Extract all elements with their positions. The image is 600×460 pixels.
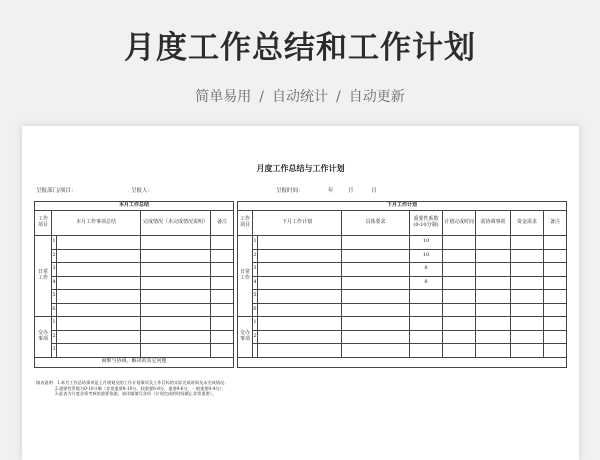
footer-difficulties: 困难与协调，解决的其它问题 — [35, 357, 234, 367]
meta-reporter-label: 呈报人： — [131, 188, 154, 194]
right-plan-cell — [258, 344, 342, 358]
left-row-number: 1 — [52, 236, 57, 250]
left-header-status: 完成情况（未完成情况说明） — [141, 211, 211, 236]
right-importance-cell: 8 — [410, 276, 443, 290]
left-group-daily: 日常 工作 — [35, 236, 52, 317]
right-requirement-cell — [342, 344, 410, 358]
right-deadline-cell — [443, 290, 476, 304]
meta-day: 日 — [371, 188, 377, 194]
right-funding-cell — [511, 330, 544, 344]
left-remark-cell — [211, 249, 234, 263]
left-section-title: 本月工作总结 — [35, 202, 234, 211]
left-item-cell — [57, 330, 141, 344]
right-remark-cell — [544, 330, 567, 344]
section-gap — [234, 249, 238, 263]
meta-month: 月 — [348, 188, 354, 194]
left-status-cell — [141, 263, 211, 277]
subtitle-separator: / — [336, 89, 341, 105]
right-importance-cell — [410, 290, 443, 304]
left-row-number: 2 — [52, 330, 57, 344]
right-header-coordination: 需协调事项 — [476, 211, 511, 236]
right-header-funding: 资金需求 — [511, 211, 544, 236]
table-row — [35, 317, 567, 331]
right-row-number: 1 — [253, 236, 258, 250]
left-remark-cell — [211, 303, 234, 317]
meta-year: 年 — [328, 188, 334, 194]
right-funding-cell — [511, 303, 544, 317]
section-gap — [234, 330, 238, 344]
right-requirement-cell — [342, 290, 410, 304]
right-requirement-cell — [342, 236, 410, 250]
left-status-cell — [141, 344, 211, 358]
right-remark-cell — [544, 303, 567, 317]
right-coordination-cell — [476, 290, 511, 304]
left-header-project: 工作 项目 — [35, 211, 52, 236]
right-plan-cell — [258, 303, 342, 317]
right-remark-cell — [544, 236, 567, 250]
table-row — [35, 357, 567, 367]
section-gap — [234, 303, 238, 317]
section-gap — [234, 276, 238, 290]
right-deadline-cell — [443, 263, 476, 277]
right-group-daily: 日常 工作 — [238, 236, 253, 317]
left-row-number: 2 — [52, 249, 57, 263]
right-requirement-cell — [342, 330, 410, 344]
right-header-plan: 下月工作计划 — [253, 211, 342, 236]
right-funding-cell — [511, 276, 544, 290]
table-row — [35, 202, 567, 211]
left-header-item: 本月工作事项总结 — [52, 211, 141, 236]
right-section-title: 下月工作计划 — [238, 202, 567, 211]
right-header-importance: 重要性系数 (0-10分制) — [410, 211, 443, 236]
right-coordination-cell — [476, 236, 511, 250]
right-coordination-cell — [476, 317, 511, 331]
right-group-assigned: 交办 事项 — [238, 317, 253, 358]
right-funding-cell — [511, 263, 544, 277]
left-status-cell — [141, 236, 211, 250]
left-remark-cell — [211, 276, 234, 290]
table-row — [35, 276, 567, 290]
right-funding-cell — [511, 290, 544, 304]
right-requirement-cell — [342, 303, 410, 317]
right-row-number: 1 — [253, 317, 258, 331]
table-row — [35, 263, 567, 277]
left-item-cell — [57, 303, 141, 317]
right-row-number: 5 — [253, 290, 258, 304]
left-status-cell — [141, 303, 211, 317]
left-remark-cell — [211, 330, 234, 344]
right-plan-cell — [258, 290, 342, 304]
notes-block — [36, 380, 566, 397]
right-deadline-cell — [443, 330, 476, 344]
right-coordination-cell — [476, 344, 511, 358]
right-coordination-cell — [476, 249, 511, 263]
left-status-cell — [141, 290, 211, 304]
table-row — [35, 211, 567, 236]
right-plan-cell — [258, 249, 342, 263]
table-row — [35, 290, 567, 304]
table-row — [35, 344, 567, 358]
left-remark-cell — [211, 344, 234, 358]
left-item-cell — [57, 249, 141, 263]
hero-title: 月度工作总结和工作计划 — [124, 30, 476, 66]
right-row-number: 4 — [253, 276, 258, 290]
footer-right-blank — [238, 357, 567, 367]
right-coordination-cell — [476, 330, 511, 344]
right-requirement-cell — [342, 249, 410, 263]
right-row-number: 2 — [253, 330, 258, 344]
right-remark-cell — [544, 290, 567, 304]
right-deadline-cell — [443, 303, 476, 317]
left-status-cell — [141, 317, 211, 331]
right-plan-cell — [258, 276, 342, 290]
right-plan-cell — [258, 263, 342, 277]
table-row — [35, 330, 567, 344]
right-importance-cell: 10 — [410, 236, 443, 250]
right-requirement-cell — [342, 276, 410, 290]
left-remark-cell — [211, 290, 234, 304]
left-status-cell — [141, 249, 211, 263]
right-importance-cell — [410, 303, 443, 317]
right-row-number: 6 — [253, 303, 258, 317]
right-coordination-cell — [476, 263, 511, 277]
table-row — [35, 236, 567, 250]
right-deadline-cell — [443, 317, 476, 331]
meta-date-label: 呈报时间： — [276, 188, 304, 194]
document-title: 月度工作总结与工作计划 — [256, 163, 345, 173]
right-deadline-cell — [443, 276, 476, 290]
section-gap — [234, 263, 238, 277]
right-plan-cell — [258, 330, 342, 344]
right-deadline-cell — [443, 236, 476, 250]
left-row-number: 5 — [52, 290, 57, 304]
document-sheet — [22, 126, 579, 460]
right-importance-cell: 8 — [410, 263, 443, 277]
section-gap — [234, 344, 238, 358]
report-table — [34, 201, 567, 368]
right-funding-cell — [511, 317, 544, 331]
table-row — [35, 303, 567, 317]
right-requirement-cell — [342, 263, 410, 277]
right-header-requirement: 具体要求 — [342, 211, 410, 236]
left-row-number: 4 — [52, 276, 57, 290]
right-remark-cell — [544, 317, 567, 331]
left-remark-cell — [211, 263, 234, 277]
left-header-remark: 备注 — [211, 211, 234, 236]
left-status-cell — [141, 276, 211, 290]
left-remark-cell — [211, 236, 234, 250]
right-header-remark: 备注 — [544, 211, 567, 236]
right-deadline-cell — [443, 249, 476, 263]
right-coordination-cell — [476, 276, 511, 290]
subtitle-item-autoupdate: 自动更新 — [348, 89, 405, 105]
right-remark-cell — [544, 344, 567, 358]
left-row-number: 3 — [52, 263, 57, 277]
right-funding-cell — [511, 344, 544, 358]
note-line: 3.此表为月度业绩考核的重要依据，请详细填写各项（计划完成的时间截止非常重要）。 — [55, 391, 217, 397]
hero-subtitle — [0, 86, 600, 106]
left-item-cell — [57, 263, 141, 277]
right-remark-cell — [544, 276, 567, 290]
left-group-assigned: 交办 事项 — [35, 317, 52, 358]
right-plan-cell — [258, 236, 342, 250]
left-row-number: 1 — [52, 317, 57, 331]
table-row — [35, 249, 567, 263]
right-importance-cell — [410, 317, 443, 331]
right-plan-cell — [258, 317, 342, 331]
note-line: 2.重要性系数为0-10分制（非常重要8-10分，较重要6-8分，重要4-6分，一般重要0-4分）； — [55, 385, 226, 391]
right-importance-cell — [410, 330, 443, 344]
left-status-cell — [141, 330, 211, 344]
left-item-cell — [57, 317, 141, 331]
meta-dept-label: 呈报部门/项目： — [36, 188, 77, 194]
right-row-number: 3 — [253, 263, 258, 277]
left-row-number: 3 — [52, 344, 57, 358]
left-item-cell — [57, 290, 141, 304]
right-funding-cell — [511, 249, 544, 263]
right-deadline-cell — [443, 344, 476, 358]
right-remark-cell — [544, 249, 567, 263]
subtitle-item-easy: 简单易用 — [195, 89, 252, 105]
right-importance-cell — [410, 344, 443, 358]
left-remark-cell — [211, 317, 234, 331]
right-requirement-cell — [342, 317, 410, 331]
left-item-cell — [57, 236, 141, 250]
right-coordination-cell — [476, 303, 511, 317]
right-importance-cell: 10 — [410, 249, 443, 263]
right-header-deadline: 计划完成时间 — [443, 211, 476, 236]
left-item-cell — [57, 344, 141, 358]
right-row-number: 2 — [253, 249, 258, 263]
subtitle-item-autostat: 自动统计 — [272, 89, 328, 105]
right-header-project: 工作 项目 — [238, 211, 253, 236]
right-remark-cell — [544, 263, 567, 277]
left-row-number: 6 — [52, 303, 57, 317]
note-line: 填表说明：1.本月工作总结事项是上月规划交的工作计划事项及工作目标的实际完成时间及未完成情况； — [36, 380, 229, 385]
left-item-cell — [57, 276, 141, 290]
right-funding-cell — [511, 236, 544, 250]
subtitle-separator: / — [259, 89, 264, 105]
section-gap — [234, 290, 238, 304]
